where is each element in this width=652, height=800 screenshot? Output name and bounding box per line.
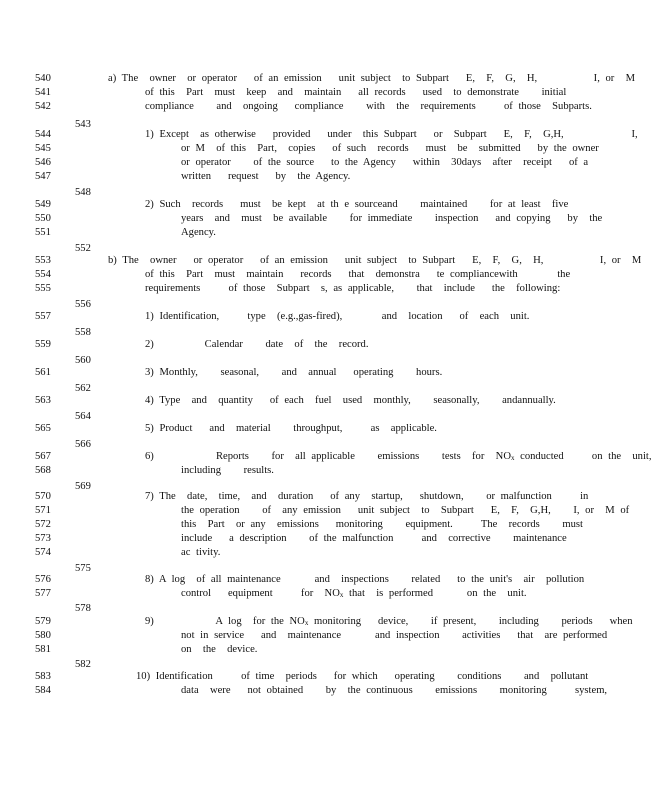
line-number: 582	[75, 659, 91, 670]
line-text	[181, 518, 583, 532]
document-line	[0, 573, 618, 587]
document-line	[0, 212, 618, 226]
document-line	[0, 100, 618, 114]
line-text	[145, 573, 584, 587]
line-text-part: conducted on the unit,	[514, 451, 652, 462]
line-text	[145, 282, 560, 296]
line-number: 576	[35, 574, 51, 585]
line-number: 555	[35, 283, 51, 294]
document-line	[0, 170, 618, 184]
document-line	[0, 156, 618, 170]
line-number: 565	[35, 423, 51, 434]
line-text-part: requirements of those Subpart s, as applicable, that include the following:	[145, 283, 561, 294]
line-text-part: control equipment for NO	[181, 588, 340, 599]
line-text	[145, 100, 592, 114]
document-line	[0, 450, 652, 464]
document-line	[0, 532, 618, 546]
line-text-part: compliance and ongoing compliance with the requirements of those Subparts.	[145, 101, 592, 112]
subscript-text: x	[510, 454, 515, 462]
line-text-part: ac tivity.	[181, 547, 221, 558]
line-number: 564	[75, 411, 91, 422]
document-line	[0, 629, 618, 643]
line-text-part: 3) Monthly, seasonal, and annual operating hours.	[145, 367, 443, 378]
line-text-part: this Part or any emissions monitoring equipment. The records must	[181, 519, 583, 530]
line-number: 578	[75, 603, 91, 614]
line-number: 545	[35, 143, 51, 154]
document-line	[0, 394, 618, 408]
line-text	[108, 72, 635, 86]
line-text-part: years and must be available for immediate inspection and copying by the	[181, 213, 603, 224]
line-number: 568	[35, 465, 51, 476]
line-text	[181, 546, 220, 560]
line-text	[181, 226, 216, 240]
document-line	[0, 282, 618, 296]
line-text-part: the operation of any emission unit subject to Subpart E, F, G,H, I, or M of	[181, 505, 630, 516]
line-text-part: that is performed on the unit.	[343, 588, 527, 599]
line-number: 566	[75, 439, 91, 450]
line-number: 560	[75, 355, 91, 366]
line-text-part: 4) Type and quantity of each fuel used monthly, seasonally, andannually.	[145, 395, 556, 406]
line-number: 552	[75, 243, 91, 254]
line-number: 574	[35, 547, 51, 558]
line-number: 550	[35, 213, 51, 224]
line-number: 551	[35, 227, 51, 238]
document-line	[0, 142, 618, 156]
line-number: 557	[35, 311, 51, 322]
line-text	[145, 86, 566, 100]
line-text	[145, 366, 442, 380]
line-number: 571	[35, 505, 51, 516]
line-number: 547	[35, 171, 51, 182]
line-text	[181, 156, 588, 170]
line-number: 584	[35, 685, 51, 696]
line-number: 543	[75, 119, 91, 130]
line-text	[181, 464, 274, 478]
line-text-part: 10) Identification of time periods for which operating conditions and pollutant	[136, 671, 589, 682]
line-text	[145, 615, 633, 630]
document-line	[0, 366, 618, 380]
line-text	[181, 504, 629, 518]
line-number: 569	[75, 481, 91, 492]
document-line	[0, 587, 618, 601]
line-text	[181, 629, 607, 643]
line-text-part: 2) Calendar date of the record.	[145, 339, 369, 350]
subscript-text: x	[304, 619, 309, 627]
document-line	[0, 226, 618, 240]
line-number: 556	[75, 299, 91, 310]
line-text	[145, 394, 556, 408]
line-text	[145, 310, 529, 324]
line-text-part: 5) Product and material throughput, as applicable.	[145, 423, 437, 434]
line-text-part: Agency.	[181, 227, 216, 238]
line-text	[181, 532, 567, 546]
line-text-part: of this Part must maintain records that demonstra te compliancewith the	[145, 269, 571, 280]
line-text	[145, 128, 638, 142]
document-line	[0, 422, 618, 436]
document-line	[0, 504, 630, 518]
line-text-part: not in service and maintenance and inspection activities that are performed	[181, 630, 608, 641]
line-number: 575	[75, 563, 91, 574]
document-line	[0, 518, 618, 532]
line-number: 540	[35, 73, 51, 84]
document-line	[0, 643, 618, 657]
line-number: 553	[35, 255, 51, 266]
line-text	[181, 643, 257, 657]
document-line	[0, 86, 618, 100]
document-line	[0, 338, 618, 352]
line-text	[181, 142, 599, 156]
line-text	[136, 670, 588, 684]
line-text-part: 6) Reports for all applicable emissions tests for NO	[145, 451, 511, 462]
document-line	[0, 615, 633, 629]
line-number: 541	[35, 87, 51, 98]
line-text-part: 1) Identification, type (e.g.,gas-fired), and location of each unit.	[145, 311, 530, 322]
document-line	[0, 72, 636, 86]
line-text-part: 2) Such records must be kept at th e sourceand maintained for at least five	[145, 199, 569, 210]
document-line	[0, 684, 618, 698]
line-text	[181, 587, 527, 602]
line-number: 548	[75, 187, 91, 198]
subscript-text: x	[339, 591, 344, 599]
line-text-part: b) The owner or operator of an emission unit subject to Subpart E, F, G, H, I, or M	[108, 255, 642, 266]
line-text-part: 8) A log of all maintenance and inspections related to the unit's air pollution	[145, 574, 585, 585]
document-line	[0, 310, 618, 324]
line-text-part: or M of this Part, copies of such records must be submitted by the owner	[181, 143, 599, 154]
line-text	[181, 212, 602, 226]
line-text-part: monitoring device, if present, including periods when	[308, 616, 633, 627]
line-number: 561	[35, 367, 51, 378]
line-number: 573	[35, 533, 51, 544]
line-number: 542	[35, 101, 51, 112]
document-line	[0, 546, 618, 560]
line-number: 572	[35, 519, 51, 530]
line-number: 559	[35, 339, 51, 350]
line-number: 579	[35, 616, 51, 627]
line-text-part: data were not obtained by the continuous emissions monitoring system,	[181, 685, 608, 696]
line-number: 546	[35, 157, 51, 168]
line-number: 567	[35, 451, 51, 462]
line-number: 581	[35, 644, 51, 655]
document-line	[0, 490, 618, 504]
line-text-part: 1) Except as otherwise provided under this Subpart or Subpart E, F, G,H, I,	[145, 129, 638, 140]
line-number: 558	[75, 327, 91, 338]
line-text	[145, 268, 570, 282]
document-line	[0, 602, 618, 616]
line-text-part: written request by the Agency.	[181, 171, 351, 182]
line-text-part: of this Part must keep and maintain all records used to demonstrate initial	[145, 87, 567, 98]
line-text	[145, 490, 588, 504]
document-line	[0, 128, 638, 142]
line-number: 577	[35, 588, 51, 599]
line-text-part: 7) The date, time, and duration of any startup, shutdown, or malfunction in	[145, 491, 589, 502]
line-number: 580	[35, 630, 51, 641]
line-text-part: 9) A log for the NO	[145, 616, 305, 627]
line-text-part: on the device.	[181, 644, 258, 655]
document-line	[0, 464, 618, 478]
line-number: 583	[35, 671, 51, 682]
line-text	[145, 338, 369, 352]
document-line	[0, 670, 618, 684]
line-number: 549	[35, 199, 51, 210]
line-text-part: a) The owner or operator of an emission unit subject to Subpart E, F, G, H, I, or M	[108, 73, 636, 84]
line-text-part: including results.	[181, 465, 274, 476]
line-text-part: include a description of the malfunction and corrective maintenance	[181, 533, 567, 544]
line-number: 554	[35, 269, 51, 280]
line-text	[181, 170, 350, 184]
line-text	[145, 198, 568, 212]
line-text	[145, 450, 652, 465]
document-line	[0, 198, 618, 212]
document-line	[0, 268, 618, 282]
line-text-part: or operator of the source to the Agency within 30days after receipt of a	[181, 157, 589, 168]
line-text	[181, 684, 607, 698]
line-number: 562	[75, 383, 91, 394]
document-line	[0, 254, 642, 268]
line-number: 570	[35, 491, 51, 502]
line-number: 563	[35, 395, 51, 406]
line-text	[108, 254, 641, 268]
line-text	[145, 422, 437, 436]
line-number: 544	[35, 129, 51, 140]
